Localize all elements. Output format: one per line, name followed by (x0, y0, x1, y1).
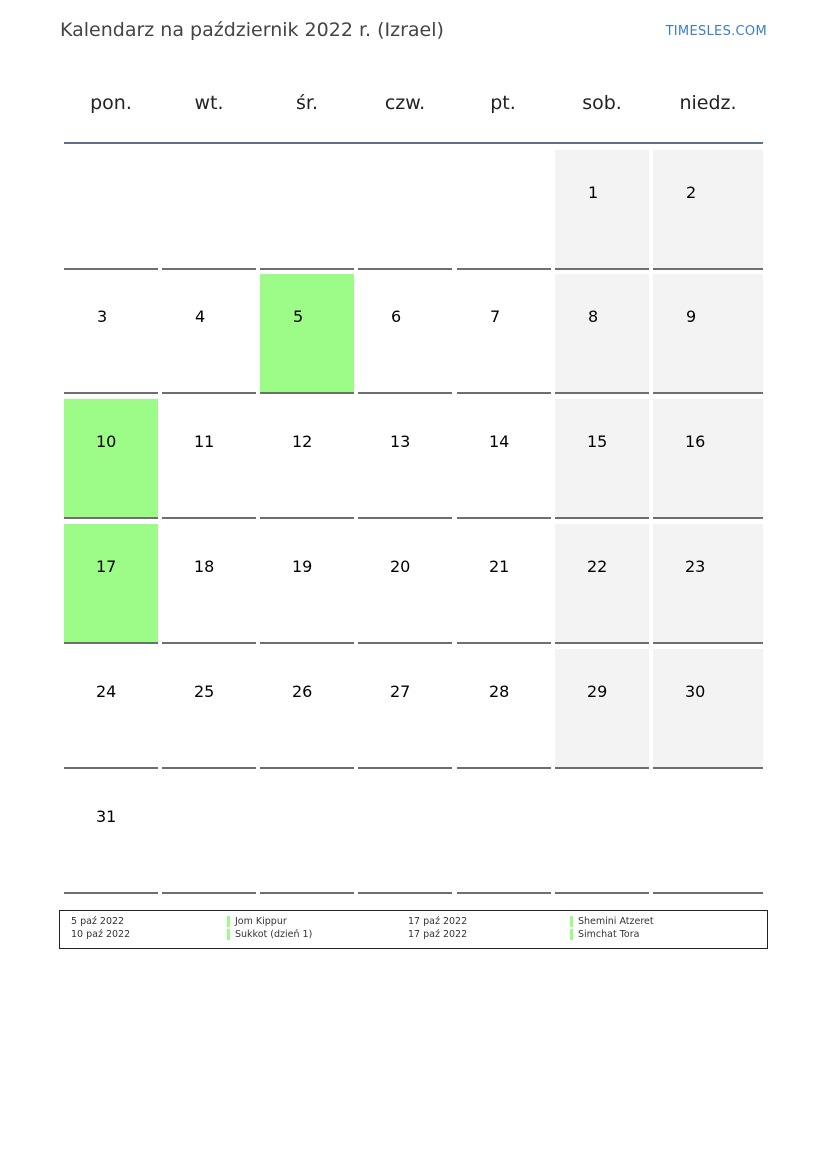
weekday-label: czw. (384, 92, 426, 114)
day-number: 16 (685, 432, 706, 451)
day-number: 1 (588, 183, 599, 202)
day-number: 30 (685, 682, 706, 701)
day-cell[interactable] (162, 274, 256, 394)
weekday-label: sob. (582, 92, 622, 114)
day-cell[interactable] (64, 399, 158, 519)
legend-date: 17 paź 2022 (408, 929, 468, 940)
day-cell[interactable] (358, 399, 452, 519)
day-cell[interactable] (457, 524, 551, 644)
brand-logo-text[interactable]: TIMESLES.COM (665, 24, 767, 39)
day-number: 8 (588, 307, 599, 326)
day-cell[interactable] (260, 274, 354, 394)
day-number: 11 (194, 432, 215, 451)
legend-date: 17 paź 2022 (408, 916, 468, 927)
day-number: 20 (390, 557, 411, 576)
weekday-label: śr. (295, 92, 318, 114)
legend-holiday-name: Jom Kippur (235, 916, 287, 927)
day-cell[interactable] (64, 524, 158, 644)
day-number: 19 (292, 557, 313, 576)
day-cell[interactable] (162, 399, 256, 519)
day-cell[interactable] (653, 150, 763, 270)
day-number: 12 (292, 432, 313, 451)
day-cell[interactable] (260, 399, 354, 519)
empty-day-cell (64, 150, 158, 270)
day-cell[interactable] (358, 649, 452, 769)
day-cell[interactable] (653, 524, 763, 644)
day-number: 14 (489, 432, 510, 451)
day-number: 9 (686, 307, 697, 326)
day-cell[interactable] (653, 274, 763, 394)
day-number: 5 (293, 307, 304, 326)
day-cell[interactable] (457, 274, 551, 394)
day-number: 21 (489, 557, 510, 576)
weekday-label: pt. (490, 92, 516, 114)
day-number: 10 (96, 432, 117, 451)
day-number: 6 (391, 307, 402, 326)
legend-holiday-name: Shemini Atzeret (578, 916, 654, 927)
empty-day-cell (260, 150, 354, 270)
day-cell[interactable] (64, 649, 158, 769)
day-cell[interactable] (555, 399, 649, 519)
day-cell[interactable] (162, 649, 256, 769)
legend-date: 10 paź 2022 (71, 929, 131, 940)
day-number: 31 (96, 807, 117, 826)
day-cell[interactable] (358, 524, 452, 644)
day-number: 25 (194, 682, 215, 701)
header-divider (64, 142, 763, 144)
day-number: 28 (489, 682, 510, 701)
day-cell[interactable] (64, 274, 158, 394)
legend-date: 5 paź 2022 (71, 916, 125, 927)
legend-holiday-name: Sukkot (dzień 1) (235, 929, 313, 940)
day-number: 15 (587, 432, 608, 451)
day-number: 4 (195, 307, 206, 326)
day-number: 26 (292, 682, 313, 701)
holiday-legend (59, 910, 768, 949)
day-number: 27 (390, 682, 411, 701)
legend-holiday-name: Simchat Tora (578, 929, 640, 940)
empty-day-cell (358, 774, 452, 894)
day-cell[interactable] (555, 274, 649, 394)
day-number: 24 (96, 682, 117, 701)
empty-day-cell (653, 774, 763, 894)
empty-day-cell (162, 150, 256, 270)
day-cell[interactable] (162, 524, 256, 644)
day-cell[interactable] (260, 524, 354, 644)
day-number: 13 (390, 432, 411, 451)
empty-day-cell (260, 774, 354, 894)
day-cell[interactable] (457, 399, 551, 519)
weekday-label: wt. (194, 92, 224, 114)
day-cell[interactable] (457, 649, 551, 769)
day-cell[interactable] (64, 774, 158, 894)
day-number: 7 (490, 307, 501, 326)
day-number: 23 (685, 557, 706, 576)
day-cell[interactable] (555, 150, 649, 270)
day-cell[interactable] (358, 274, 452, 394)
day-number: 17 (96, 557, 117, 576)
day-number: 29 (587, 682, 608, 701)
day-cell[interactable] (653, 649, 763, 769)
day-number: 3 (97, 307, 108, 326)
day-cell[interactable] (555, 524, 649, 644)
empty-day-cell (457, 150, 551, 270)
day-cell[interactable] (555, 649, 649, 769)
empty-day-cell (162, 774, 256, 894)
page-title: Kalendarz na październik 2022 r. (Izrael) (60, 19, 444, 41)
day-cell[interactable] (653, 399, 763, 519)
day-number: 22 (587, 557, 608, 576)
day-number: 18 (194, 557, 215, 576)
empty-day-cell (457, 774, 551, 894)
weekday-label: niedz. (679, 92, 737, 114)
day-number: 2 (686, 183, 697, 202)
day-cell[interactable] (260, 649, 354, 769)
empty-day-cell (358, 150, 452, 270)
weekday-label: pon. (90, 92, 132, 114)
empty-day-cell (555, 774, 649, 894)
